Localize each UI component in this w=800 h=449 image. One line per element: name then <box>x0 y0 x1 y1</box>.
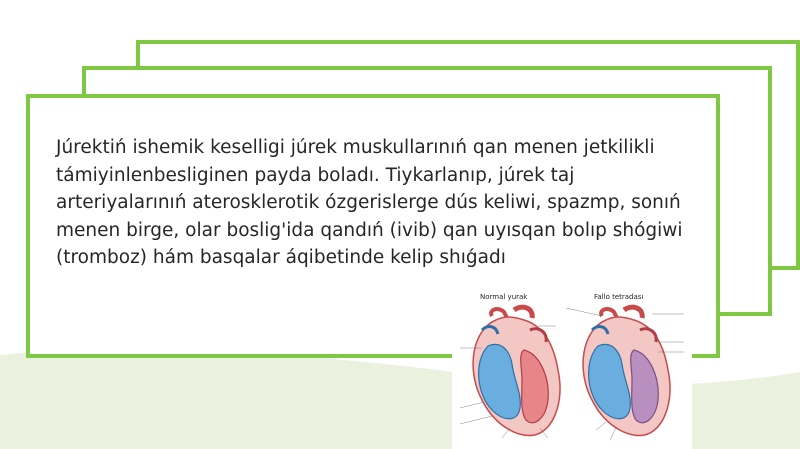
heart-diagram-figure <box>452 290 692 449</box>
normal-heart-title: Normal yurak <box>480 293 528 301</box>
normal-heart-illustration <box>473 307 560 435</box>
body-paragraph: Júrektiń ishemik keselligi júrek muskullarınıń qan menen jetkilikli támiyinlenbesliginen payda boladı. Tiykarlanıp, júrek taj arteriyalarınıń aterosklerotik ózgerislerge dús keliwi, spazmp, sonıń menen birge, olar boslig'ida qandıń (ivib) qan uyısqan bolıp shógiwi (tromboz) hám basqalar áqibetinde kelip shıǵadı <box>56 137 683 268</box>
tetralogy-heart-illustration <box>583 307 670 435</box>
tetralogy-heart-title: Fallo tetradası <box>594 293 644 301</box>
